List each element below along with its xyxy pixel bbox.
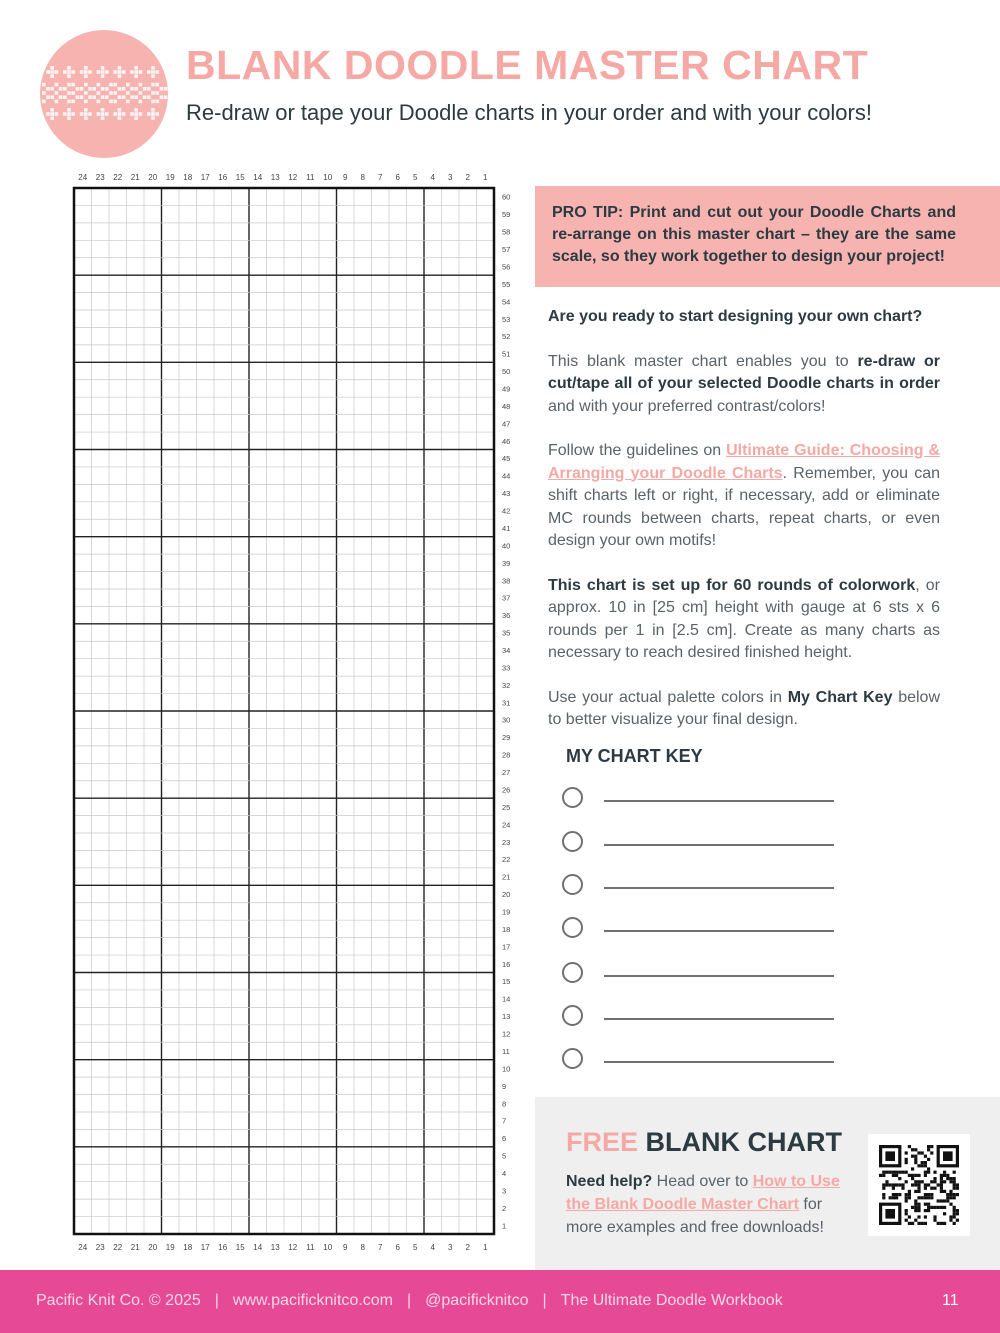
round-number: 54 xyxy=(502,297,511,307)
round-number: 60 xyxy=(502,192,511,202)
round-number: 45 xyxy=(502,454,511,464)
column-number-bottom: 10 xyxy=(323,1243,333,1252)
column-number-bottom: 24 xyxy=(78,1243,88,1252)
how-to-use-link[interactable]: How to Use the Blank Doodle Master Chart xyxy=(566,1173,840,1213)
column-number-bottom: 15 xyxy=(235,1243,245,1252)
round-number: 58 xyxy=(502,227,511,237)
column-number-top: 24 xyxy=(78,173,88,182)
chart-key-row[interactable] xyxy=(562,1046,842,1070)
column-number-top: 15 xyxy=(235,173,245,182)
round-number: 43 xyxy=(502,489,511,499)
pro-tip-label: PRO TIP: xyxy=(552,204,624,221)
round-number: 2 xyxy=(502,1203,507,1213)
round-number: 14 xyxy=(502,994,511,1004)
p3-bold: This chart is set up for 60 rounds of colorwork xyxy=(548,576,916,594)
round-number: 20 xyxy=(502,890,511,900)
round-number: 25 xyxy=(502,802,511,812)
column-number-top: 9 xyxy=(343,173,348,182)
instructions xyxy=(548,306,940,754)
column-number-bottom: 12 xyxy=(288,1243,298,1252)
round-number: 49 xyxy=(502,384,511,394)
free-chart-text xyxy=(566,1170,846,1239)
column-number-bottom: 5 xyxy=(413,1243,418,1252)
round-number: 4 xyxy=(502,1168,507,1178)
round-number: 6 xyxy=(502,1134,507,1144)
round-number: 32 xyxy=(502,680,511,690)
round-number: 48 xyxy=(502,401,511,411)
free-chart-title xyxy=(566,1127,842,1158)
ultimate-guide-link[interactable]: Ultimate Guide: Choosing & Arranging your Doodle Charts xyxy=(548,442,940,482)
column-number-bottom: 2 xyxy=(465,1243,470,1252)
round-number: 11 xyxy=(502,1046,510,1056)
round-number: 3 xyxy=(502,1186,507,1196)
round-number: 42 xyxy=(502,506,511,516)
column-number-top: 3 xyxy=(448,173,453,182)
round-number: 18 xyxy=(502,924,511,934)
round-number: 56 xyxy=(502,262,511,272)
column-number-top: 5 xyxy=(413,173,418,182)
round-number: 23 xyxy=(502,837,511,847)
column-number-top: 12 xyxy=(288,173,298,182)
chart-key-row[interactable] xyxy=(562,960,842,984)
footer xyxy=(0,1270,1000,1333)
column-number-bottom: 23 xyxy=(95,1243,105,1252)
column-number-top: 16 xyxy=(218,173,228,182)
grid-lines xyxy=(74,188,494,1234)
column-number-top: 20 xyxy=(148,173,158,182)
color-swatch-circle[interactable] xyxy=(562,787,583,808)
round-number: 30 xyxy=(502,715,511,725)
column-number-top: 18 xyxy=(183,173,193,182)
column-number-top: 13 xyxy=(270,173,280,182)
chart-key-title: MY CHART KEY xyxy=(566,746,703,766)
column-number-top: 21 xyxy=(130,173,140,182)
round-number: 12 xyxy=(502,1029,511,1039)
round-number: 59 xyxy=(502,210,511,220)
color-name-line[interactable] xyxy=(604,975,834,977)
p4-bold: My Chart Key xyxy=(787,688,893,706)
column-number-bottom: 17 xyxy=(200,1243,210,1252)
round-number: 19 xyxy=(502,907,511,917)
column-number-bottom: 20 xyxy=(148,1243,158,1252)
color-name-line[interactable] xyxy=(604,1018,834,1020)
round-number: 53 xyxy=(502,314,511,324)
round-number: 22 xyxy=(502,855,511,865)
color-name-line[interactable] xyxy=(604,800,834,802)
round-number: 33 xyxy=(502,663,511,673)
footer-separator: | xyxy=(406,1292,412,1309)
footer-book-title: The Ultimate Doodle Workbook xyxy=(560,1292,783,1309)
column-number-top: 2 xyxy=(465,173,470,182)
fair-isle-motif-icon xyxy=(40,30,168,158)
color-name-line[interactable] xyxy=(604,1061,834,1063)
round-number: 46 xyxy=(502,436,511,446)
chart-key-row[interactable] xyxy=(562,872,842,896)
round-number: 47 xyxy=(502,419,511,429)
column-number-bottom: 4 xyxy=(430,1243,435,1252)
column-number-top: 11 xyxy=(306,173,315,182)
chart-key-row[interactable] xyxy=(562,1003,842,1027)
color-name-line[interactable] xyxy=(604,844,834,846)
round-number: 16 xyxy=(502,959,511,969)
round-number: 13 xyxy=(502,1012,511,1022)
column-number-bottom: 16 xyxy=(218,1243,228,1252)
paragraph-1 xyxy=(548,351,940,419)
column-number-top: 8 xyxy=(360,173,365,182)
logo xyxy=(40,30,168,158)
column-number-top: 14 xyxy=(253,173,263,182)
column-number-bottom: 13 xyxy=(270,1243,280,1252)
column-number-bottom: 8 xyxy=(360,1243,365,1252)
column-number-bottom: 21 xyxy=(130,1243,140,1252)
column-number-top: 7 xyxy=(378,173,383,182)
column-number-bottom: 9 xyxy=(343,1243,348,1252)
page-title: BLANK DOODLE MASTER CHART xyxy=(186,42,869,88)
chart-grid xyxy=(68,166,518,1256)
color-swatch-circle[interactable] xyxy=(562,831,583,852)
footer-handle[interactable]: @pacificknitco xyxy=(425,1292,529,1309)
color-swatch-circle[interactable] xyxy=(562,962,583,983)
footer-website[interactable]: www.pacificknitco.com xyxy=(232,1292,393,1309)
round-number: 52 xyxy=(502,332,511,342)
round-number: 5 xyxy=(502,1151,507,1161)
intro-question: Are you ready to start designing your own chart? xyxy=(548,308,923,325)
column-number-top: 17 xyxy=(200,173,210,182)
column-number-top: 4 xyxy=(430,173,435,182)
free-word: FREE xyxy=(566,1127,639,1157)
round-number: 41 xyxy=(502,523,511,533)
help-text-end: for more examples and free downloads! xyxy=(566,1196,824,1236)
color-swatch-circle[interactable] xyxy=(562,874,583,895)
round-number: 34 xyxy=(502,645,511,655)
chart-key-row[interactable] xyxy=(562,915,842,939)
color-swatch-circle[interactable] xyxy=(562,1048,583,1069)
column-number-top: 22 xyxy=(113,173,123,182)
column-number-top: 10 xyxy=(323,173,333,182)
column-number-bottom: 7 xyxy=(378,1243,383,1252)
round-number: 50 xyxy=(502,367,511,377)
free-chart-box xyxy=(535,1097,1000,1270)
column-number-bottom: 1 xyxy=(483,1243,488,1252)
footer-copyright: Pacific Knit Co. © 2025 xyxy=(36,1292,201,1309)
round-number: 21 xyxy=(502,872,511,882)
round-number: 7 xyxy=(502,1116,507,1126)
p1-text-end: and with your preferred contrast/colors! xyxy=(548,397,826,415)
column-number-bottom: 6 xyxy=(395,1243,400,1252)
blank-master-chart xyxy=(68,166,518,1256)
round-number: 57 xyxy=(502,245,511,255)
paragraph-2 xyxy=(548,440,940,553)
chart-key-row[interactable] xyxy=(562,829,842,853)
round-number: 15 xyxy=(502,977,511,987)
p1-text: This blank master chart enables you to xyxy=(548,352,858,370)
round-number: 8 xyxy=(502,1099,507,1109)
round-number: 1 xyxy=(502,1221,507,1231)
p1-bold: re-draw or cut/tape all of your selected Doodle charts in order xyxy=(548,352,940,392)
p4-text-end: below to better visualize your final design. xyxy=(548,688,940,728)
paragraph-3 xyxy=(548,575,940,665)
p2-text-end: . Remember, you can shift charts left or right, if necessary, add or eliminate MC rounds between charts, repeat charts, or even design your own motifs! xyxy=(548,464,940,549)
column-number-top: 1 xyxy=(483,173,488,182)
color-swatch-circle[interactable] xyxy=(562,1005,583,1026)
round-number: 55 xyxy=(502,279,511,289)
footer-separator: | xyxy=(214,1292,219,1309)
need-help-label: Need help? xyxy=(566,1173,653,1190)
column-number-bottom: 11 xyxy=(306,1243,315,1252)
round-number: 39 xyxy=(502,558,511,568)
column-number-top: 6 xyxy=(395,173,400,182)
color-name-line[interactable] xyxy=(604,930,834,932)
round-number: 17 xyxy=(502,942,511,952)
round-number: 10 xyxy=(502,1064,511,1074)
column-number-bottom: 3 xyxy=(448,1243,453,1252)
round-number: 29 xyxy=(502,733,511,743)
round-number: 37 xyxy=(502,593,511,603)
qr-code[interactable] xyxy=(868,1134,970,1236)
round-number: 35 xyxy=(502,628,511,638)
color-name-line[interactable] xyxy=(604,887,834,889)
qr-code-icon xyxy=(879,1145,959,1225)
column-number-bottom: 14 xyxy=(253,1243,263,1252)
footer-separator: | xyxy=(542,1292,547,1309)
column-number-bottom: 19 xyxy=(165,1243,175,1252)
help-text: Head over to xyxy=(652,1173,753,1190)
round-number: 31 xyxy=(502,698,511,708)
round-number: 26 xyxy=(502,785,511,795)
round-number: 24 xyxy=(502,820,511,830)
color-swatch-circle[interactable] xyxy=(562,917,583,938)
blank-chart-word: BLANK CHART xyxy=(645,1127,843,1157)
round-number: 27 xyxy=(502,768,511,778)
p2-text: Follow the guidelines on xyxy=(548,442,727,459)
p4-text: Use your actual palette colors in xyxy=(548,688,788,706)
pro-tip-text: Print and cut out your Doodle Charts and re-arrange on this master chart – they are the same scale, so they work together to design your project! xyxy=(552,204,956,265)
round-number: 36 xyxy=(502,611,511,621)
round-number: 40 xyxy=(502,541,511,551)
round-number: 28 xyxy=(502,750,511,760)
page-subtitle: Re-draw or tape your Doodle charts in your order and with your colors! xyxy=(186,100,872,125)
p3-text: , or approx. 10 in [25 cm] height with gauge at 6 sts x 6 rounds per 1 in [2.5 cm]. Create as many charts as necessary to reach desired finished height. xyxy=(548,576,940,661)
round-number: 38 xyxy=(502,576,511,586)
column-number-top: 23 xyxy=(95,173,105,182)
paragraph-4 xyxy=(548,687,940,732)
column-number-bottom: 22 xyxy=(113,1243,123,1252)
page-number: 11 xyxy=(942,1292,959,1309)
round-number: 51 xyxy=(502,349,511,359)
column-number-bottom: 18 xyxy=(183,1243,193,1252)
round-number: 9 xyxy=(502,1081,507,1091)
pro-tip-box xyxy=(535,186,1000,287)
chart-key-row[interactable] xyxy=(562,785,842,809)
column-number-top: 19 xyxy=(165,173,175,182)
round-number: 44 xyxy=(502,471,511,481)
